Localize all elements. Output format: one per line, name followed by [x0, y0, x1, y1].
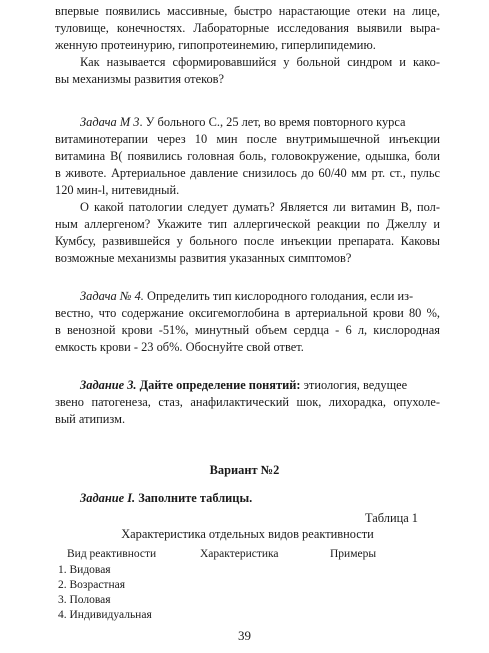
table-row: 2. Возрастная [58, 579, 125, 591]
text-line: звено патогенеза, стаз, анафилактический шок, лихорадка, опухоле- [55, 395, 440, 409]
text-line: емкость крови - 23 об%. Обоснуйте свой ответ. [55, 340, 304, 354]
task-4-label: Задача № 4. [80, 289, 144, 303]
text-line: витаминотерапии через 10 мин после внутримышечной инъекции [55, 132, 440, 146]
assign-1-label: Задание I. [80, 491, 136, 505]
text-segment: . У больного С., 25 лет, во время повторного курса [139, 115, 406, 129]
text-line: впервые появились массивные, быстро нарастающие отеки на лице, [55, 4, 440, 18]
text-segment: этиология, ведущее [300, 378, 408, 392]
text-line: Кумбсу, развившейся у больного после инъекции препарата. Каковы [55, 234, 440, 248]
table-caption: Характеристика отдельных видов реактивности [121, 527, 374, 541]
variant-heading: Вариант №2 [209, 463, 280, 477]
text-line: в животе. Артериальное давление снизилось до 60/40 мм рт. ст., пульс [55, 166, 440, 180]
text-line: туловище, конечностях. Лабораторные исследования выявили выра- [55, 21, 440, 35]
table-header-characteristic: Характеристика [200, 548, 279, 560]
page-number: 39 [238, 628, 251, 643]
assign-3-line-1 [80, 378, 440, 392]
text-line: вестно, что содержание оксигемоглобина в артериальной крови 80 %, [55, 306, 440, 320]
assign-3-label: Задание 3. [80, 378, 137, 392]
text-line: вы механизмы развития отеков? [55, 72, 225, 86]
text-line: вый атипизм. [55, 412, 126, 426]
text-line: женную протеинурию, гипопротеинемию, гиперлипидемию. [55, 38, 376, 52]
text-line: О какой патологии следует думать? Является ли витамин В, пол- [80, 200, 440, 214]
assign-3-bold: Дайте определение понятий: [136, 378, 301, 392]
table-header-examples: Примеры [330, 548, 377, 560]
task-m3-line-1 [80, 115, 440, 129]
text-line: в венозной крови -51%, минутный объем сердца - 6 л, кислородная [55, 323, 440, 337]
task-4-line-1 [80, 289, 440, 303]
text-line: Как называется сформировавшийся у больной синдром и како- [80, 55, 440, 69]
text-line: ным аллергеном? Укажите тип аллергической реакции по Джеллу и [55, 217, 440, 231]
text-line: 120 мин-l, нитевидный. [55, 183, 180, 197]
task-m3-label: Задача М 3 [80, 115, 140, 129]
assign-1-bold: Заполните таблицы. [135, 491, 253, 505]
text-line: возможные механизмы развития указанных симптомов? [55, 251, 352, 265]
table-row: 3. Половая [58, 594, 111, 606]
table-header-type: Вид реактивности [67, 548, 157, 560]
table-row: 1. Видовая [58, 564, 111, 576]
table-number: Таблица 1 [365, 511, 418, 525]
table-row: 4. Индивидуальная [58, 609, 152, 621]
text-line: витамина В( появились головная боль, головокружение, одышка, боли [55, 149, 440, 163]
text-segment: Определить тип кислородного голодания, если из- [143, 289, 414, 303]
assign-1-line [80, 491, 440, 505]
